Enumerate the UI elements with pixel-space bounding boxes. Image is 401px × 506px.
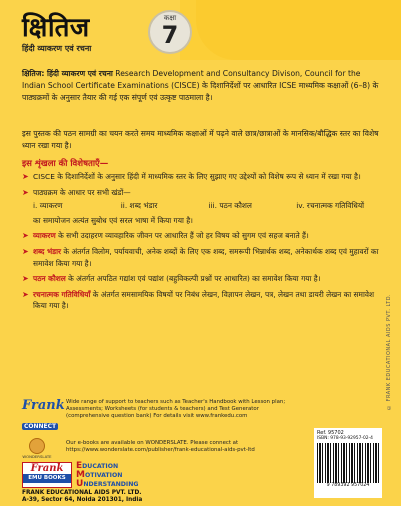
arrow-bullet-icon: ➤ xyxy=(22,246,29,256)
feature-text: के अंतर्गत अपठित गद्यांश एवं पद्यांश (बहुविकल्पी प्रश्नों पर आधारित) का समावेश किया गया है। xyxy=(65,274,321,284)
title-block xyxy=(22,8,91,54)
emu-tagline xyxy=(76,462,138,489)
sections-list xyxy=(33,200,384,212)
wonderslate-icon xyxy=(29,438,45,454)
feature-bold: रचनात्मक गतिविधियाँ xyxy=(33,289,91,299)
wonderslate-text: Our e-books are available on WONDERSLATE. Please connect at https://www.wonderslate.com/publisher/frank-educational-aids-pvt-ltd xyxy=(66,440,255,453)
frank-connect-text: Wide range of support to teachers such as Teacher's Handbook with Lesson plan; Assessments; Worksheets (for students & teachers) and Test Generator (comprehensive question bank) For details visit www.frankedu.com xyxy=(66,399,286,419)
class-badge xyxy=(148,10,192,54)
wonderslate-label: WONDERSLATE xyxy=(22,454,52,459)
feature-bold: शब्द भंडार xyxy=(33,246,62,256)
feature-item xyxy=(22,273,384,285)
ref-number: Ref. 95702 xyxy=(317,430,344,436)
feature-text: के अंतर्गत समसामयिक विषयों पर निबंध लेखन, विज्ञापन लेखन, पत्र, लेखन तथा डायरी लेखन का समावेश किया गया है। xyxy=(33,289,375,311)
class-number: 7 xyxy=(161,21,179,49)
emu-books-logo xyxy=(22,462,72,488)
emu-line: EDUCATION xyxy=(76,461,119,471)
book-title: क्षितिज xyxy=(22,13,90,43)
section-item: iv. रचनात्मक गतिविधियों xyxy=(296,201,365,211)
frank-connect-tag: CONNECT xyxy=(24,423,57,430)
section-item: ii. शब्द भंडार xyxy=(120,201,158,211)
feature-item xyxy=(22,187,384,227)
arrow-bullet-icon: ➤ xyxy=(22,289,29,299)
publisher-name: FRANK EDUCATIONAL AIDS PVT. LTD. xyxy=(22,490,142,496)
publisher-info xyxy=(22,490,142,504)
feature-text: के अंतर्गत विलोम, पर्यायवाची, अनेक शब्दों के लिए एक शब्द, समरूपी भिन्नार्थक शब्द, अनेकार्थक शब्द एवं मुहावरों का समावेश किया गया है। xyxy=(33,246,379,268)
wonderslate-logo xyxy=(22,438,52,460)
emu-line: MOTIVATION xyxy=(76,470,123,480)
barcode-panel xyxy=(314,428,382,498)
emu-frank-word: Frank xyxy=(30,463,64,474)
frank-connect-word: Frank xyxy=(22,398,65,413)
intro-paragraph-2: इस पुस्तक की पठन सामग्री का चयन करते समय माध्यमिक कक्षाओं में पढ़ने वाले छात्र/छात्राओं के मानसिक/बौद्धिक स्तर का विशेष ध्यान रखा गया है। xyxy=(22,129,379,150)
intro-bold-title: क्षितिज: हिंदी व्याकरण एवं रचना xyxy=(22,69,113,78)
copyright-side-text: © FRANK EDUCATIONAL AIDS PVT. LTD. xyxy=(386,293,392,410)
arrow-bullet-icon: ➤ xyxy=(22,172,29,181)
feature-text: CISCE के दिशानिर्देशों के अनुसार हिंदी में माध्यमिक स्तर के लिए सुझाए गए उद्देश्यों को विशेष रूप से ध्यान में रखा गया है। xyxy=(33,172,361,181)
frank-connect-logo xyxy=(22,398,65,432)
features-heading: इस शृंखला की विशेषताएँ— xyxy=(22,159,109,169)
feature-bold: व्याकरण xyxy=(33,231,56,241)
isbn-number: ISBN: 978-93-92957-02-4 xyxy=(317,436,373,441)
feature-text: के सभी उदाहरण व्यावहारिक जीवन पर आधारित हैं जो हर विषय को सुगम एवं सहज बनाते हैं। xyxy=(55,231,309,241)
emu-line: UNDERSTANDING xyxy=(76,479,139,489)
class-label: कक्षा xyxy=(163,14,177,22)
section-item: iii. पठन कौशल xyxy=(208,201,252,211)
feature-text: पाठ्यक्रम के आधार पर सभी खंडों— xyxy=(33,187,131,197)
sections-after-text: का समायोजन अत्यंत सुबोध एवं सरल भाषा में किया गया है। xyxy=(33,215,193,225)
intro-paragraph xyxy=(22,68,382,104)
feature-bold: पठन कौशल xyxy=(33,274,66,284)
emu-books-tag: EMU BOOKS xyxy=(23,474,71,483)
feature-item xyxy=(22,289,384,312)
section-item: i. व्याकरण xyxy=(33,201,63,211)
book-subtitle: हिंदी व्याकरण एवं रचना xyxy=(22,44,92,53)
barcode-digits: 9 789392 957024 xyxy=(326,483,370,488)
intro-text: Research Development and Consultancy Divison, Council for the Indian School Certificate Examinations (CISCE) के दिशानिर्देशों पर आधारित ICSE माध्यमिक कक्षाओं (6–8) के पाठ्यक्रमों के अनुसार तैयार की गई एक संपूर्ण एवं उत्कृष्ट पाठमाला है। xyxy=(22,69,379,102)
barcode-icon xyxy=(317,443,379,483)
publisher-address: A-39, Sector 64, Noida 201301, India xyxy=(22,497,143,503)
arrow-bullet-icon: ➤ xyxy=(22,231,29,241)
features-list xyxy=(22,171,384,316)
header-curve xyxy=(196,0,401,60)
arrow-bullet-icon: ➤ xyxy=(22,274,29,284)
feature-item xyxy=(22,230,384,242)
feature-item xyxy=(22,171,384,183)
arrow-bullet-icon: ➤ xyxy=(22,187,29,197)
feature-item xyxy=(22,246,384,269)
